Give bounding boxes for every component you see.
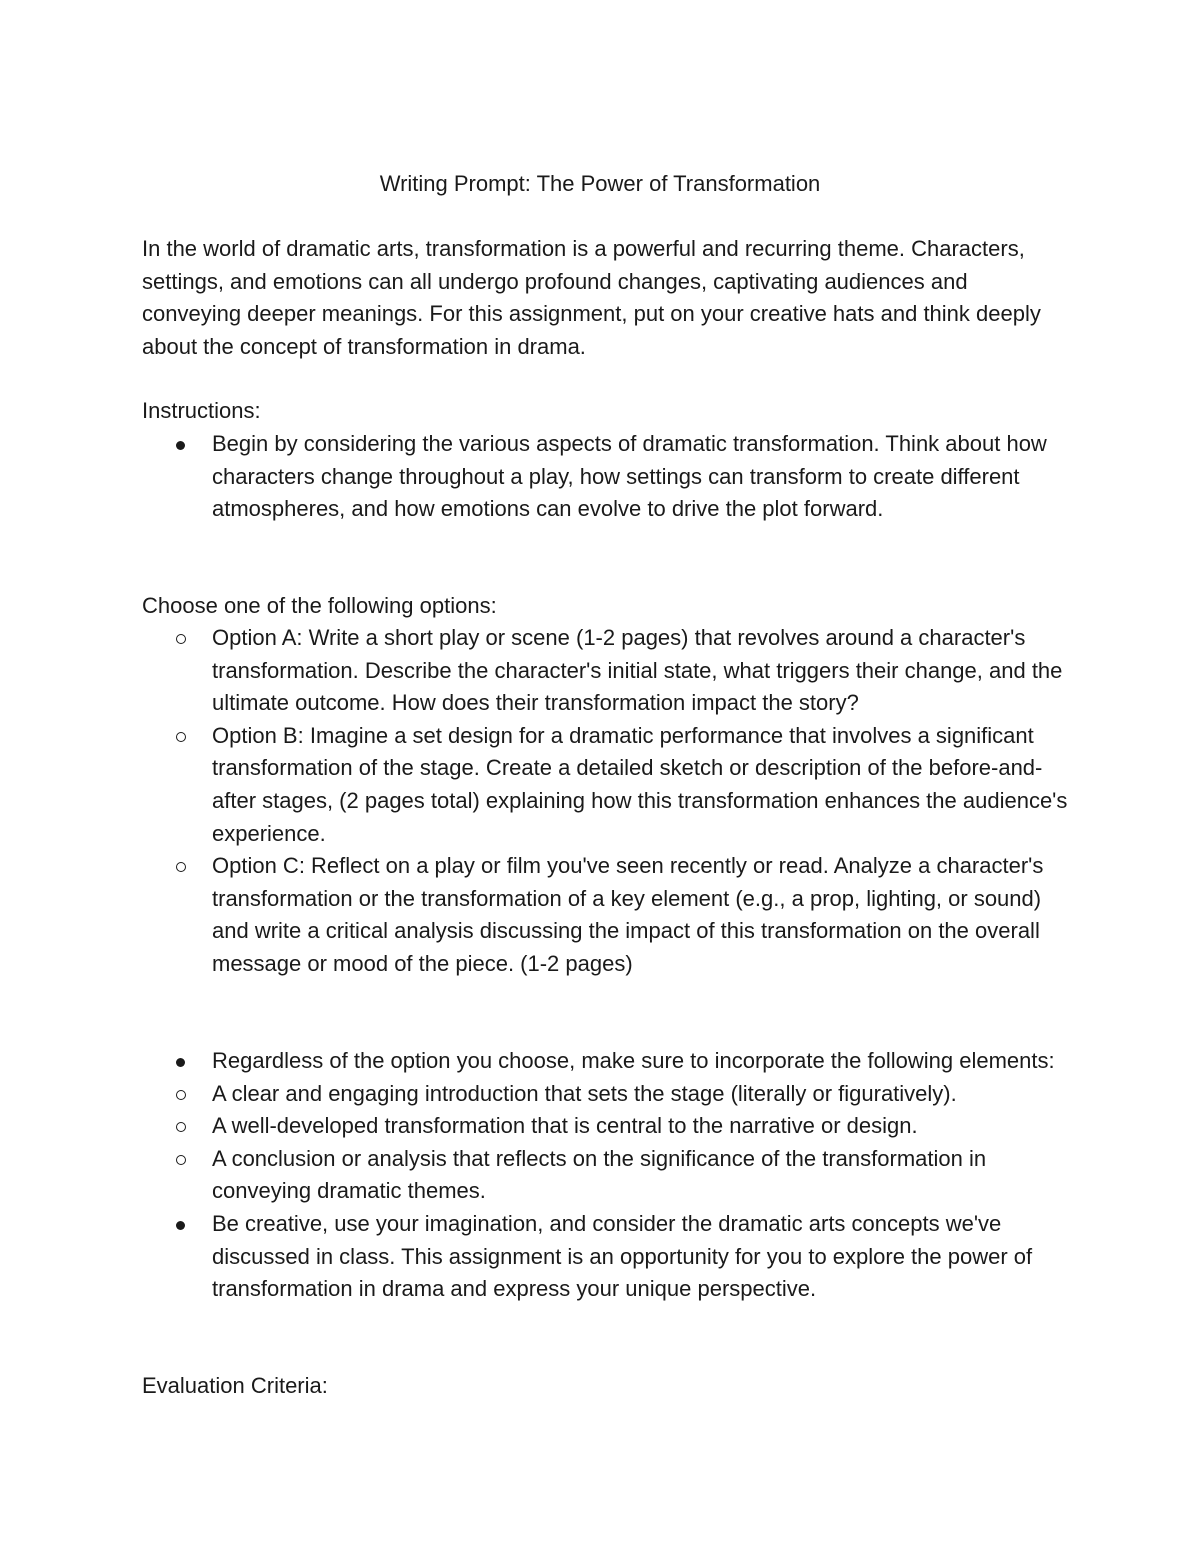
list-item-text: Regardless of the option you choose, make sure to incorporate the following elements: [212, 1048, 1055, 1073]
list-item [142, 720, 1072, 850]
instructions-list [142, 428, 1072, 526]
circle-bullet-icon [176, 1155, 186, 1165]
circle-bullet-icon [176, 1090, 186, 1100]
bullet-icon [176, 441, 185, 450]
list-item [142, 1045, 1072, 1078]
options-list [142, 622, 1072, 981]
list-item [142, 428, 1072, 526]
list-item [142, 622, 1072, 720]
bullet-icon [176, 1221, 185, 1230]
list-item-text: Begin by considering the various aspects of dramatic transformation. Think about how characters change throughout a play, how settings can transform to create different atmospheres, and how emotions can evolve to drive the plot forward. [212, 431, 1047, 522]
instructions-heading: Instructions: [142, 398, 261, 423]
option-a-text: Option A: Write a short play or scene (1-2 pages) that revolves around a character's transformation. Describe the character's initial state, what triggers their change, and the ultimate outcome. How does their transformation impact the story? [212, 625, 1063, 716]
list-item [142, 1110, 1072, 1143]
options-heading: Choose one of the following options: [142, 593, 497, 618]
list-item-text: A well-developed transformation that is central to the narrative or design. [212, 1113, 918, 1139]
list-item [142, 850, 1072, 980]
list-item [142, 1208, 1072, 1306]
option-c-text: Option C: Reflect on a play or film you've seen recently or read. Analyze a character's transformation or the transformation of a key element (e.g., a prop, lighting, or sound) and write a critical analysis discussing the impact of this transformation on the overall message or mood of the piece. (1-2 pages) [212, 853, 1044, 976]
circle-bullet-icon [176, 732, 186, 742]
list-item-text: A conclusion or analysis that reflects on the significance of the transformation in conveying dramatic themes. [212, 1145, 987, 1204]
bullet-icon [176, 1058, 185, 1067]
option-b-text: Option B: Imagine a set design for a dramatic performance that involves a significant transformation of the stage. Create a detailed sketch or description of the before-and-after stages, (2 pages total) explaining how this transformation enhances the audience's experience. [212, 722, 1068, 846]
list-item [142, 1078, 1072, 1111]
list-item-text: A clear and engaging introduction that sets the stage (literally or figuratively). [212, 1080, 957, 1106]
evaluation-heading: Evaluation Criteria: [142, 1373, 328, 1398]
circle-bullet-icon [176, 634, 186, 644]
list-item [142, 1143, 1072, 1208]
requirements-list [142, 1045, 1072, 1306]
list-item-text: Be creative, use your imagination, and consider the dramatic arts concepts we've discussed in class. This assignment is an opportunity for you to explore the power of transformation in drama and express your unique perspective. [212, 1210, 1033, 1302]
circle-bullet-icon [176, 1122, 186, 1132]
document-title: Writing Prompt: The Power of Transformation [379, 171, 821, 196]
intro-paragraph: In the world of dramatic arts, transformation is a powerful and recurring theme. Characters, settings, and emotions can all undergo profound changes, captivating audiences and conveying deeper meanings. For this assignment, put on your creative hats and think deeply about the concept of transformation in drama. [142, 236, 1041, 359]
circle-bullet-icon [176, 862, 186, 872]
